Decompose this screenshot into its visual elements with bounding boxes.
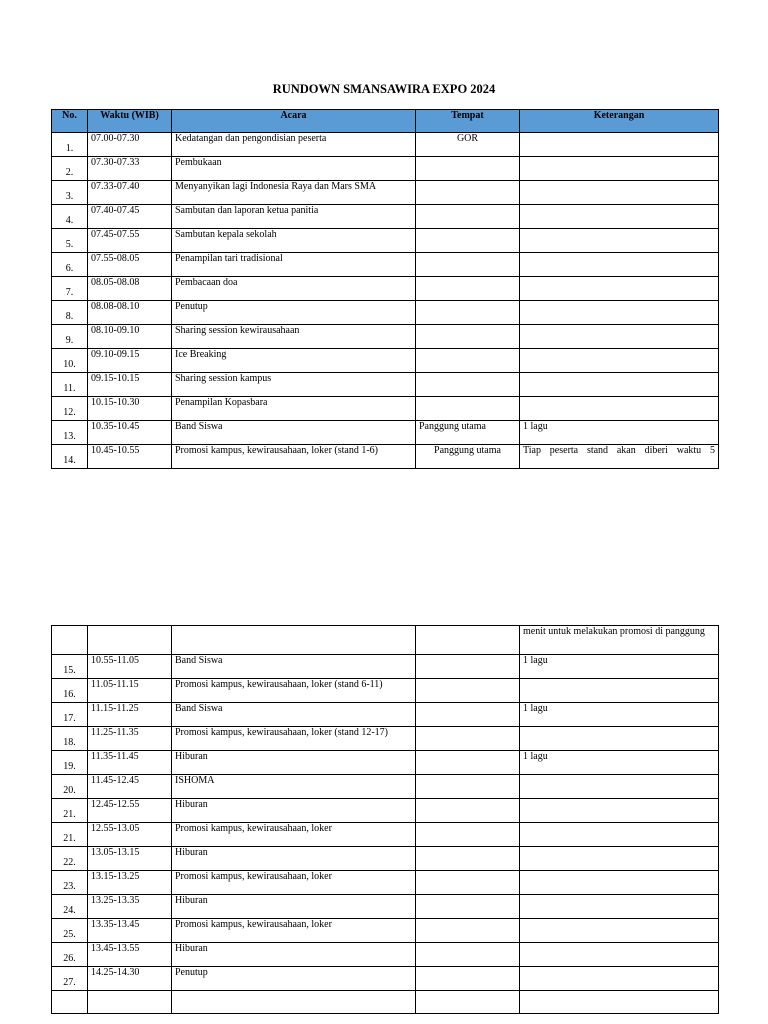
cell-acara: Promosi kampus, kewirausahaan, loker bbox=[172, 823, 416, 847]
cell-no: 23. bbox=[52, 871, 88, 895]
cell-waktu: 07.33-07.40 bbox=[88, 181, 172, 205]
table-row bbox=[52, 301, 719, 325]
table-row bbox=[52, 679, 719, 703]
cell-tempat bbox=[416, 301, 520, 325]
cell-no: 21. bbox=[52, 823, 88, 847]
document-title: RUNDOWN SMANSAWIRA EXPO 2024 bbox=[272, 82, 496, 96]
cell-acara: Sambutan kepala sekolah bbox=[172, 229, 416, 253]
cell-no: 5. bbox=[52, 229, 88, 253]
cell-keterangan bbox=[520, 823, 719, 847]
cell-waktu: 11.45-12.45 bbox=[88, 775, 172, 799]
cell-waktu: 08.08-08.10 bbox=[88, 301, 172, 325]
cell-keterangan bbox=[520, 991, 719, 1014]
cell-tempat bbox=[416, 919, 520, 943]
cell-waktu bbox=[88, 626, 172, 655]
cell-keterangan: 1 lagu bbox=[520, 751, 719, 775]
cell-tempat bbox=[416, 727, 520, 751]
cell-acara: Pembacaan doa bbox=[172, 277, 416, 301]
cell-no: 26. bbox=[52, 943, 88, 967]
cell-waktu: 07.30-07.33 bbox=[88, 157, 172, 181]
cell-no: 9. bbox=[52, 325, 88, 349]
cell-tempat bbox=[416, 799, 520, 823]
cell-keterangan bbox=[520, 349, 719, 373]
table-row bbox=[52, 229, 719, 253]
cell-acara: Promosi kampus, kewirausahaan, loker (stand 1-6) bbox=[172, 445, 416, 469]
cell-keterangan bbox=[520, 943, 719, 967]
cell-waktu: 07.55-08.05 bbox=[88, 253, 172, 277]
cell-tempat bbox=[416, 373, 520, 397]
cell-waktu: 13.25-13.35 bbox=[88, 895, 172, 919]
cell-no: 2. bbox=[52, 157, 88, 181]
cell-tempat bbox=[416, 943, 520, 967]
cell-tempat bbox=[416, 181, 520, 205]
cell-no: 10. bbox=[52, 349, 88, 373]
table-row bbox=[52, 919, 719, 943]
cell-keterangan bbox=[520, 325, 719, 349]
cell-acara: Hiburan bbox=[172, 943, 416, 967]
cell-acara: Hiburan bbox=[172, 751, 416, 775]
table-row-continuation bbox=[52, 626, 719, 655]
cell-keterangan: 1 lagu bbox=[520, 655, 719, 679]
cell-no: 18. bbox=[52, 727, 88, 751]
table-row bbox=[52, 445, 719, 469]
cell-keterangan bbox=[520, 727, 719, 751]
cell-keterangan bbox=[520, 133, 719, 157]
cell-acara bbox=[172, 991, 416, 1014]
cell-no: 24. bbox=[52, 895, 88, 919]
table-row bbox=[52, 847, 719, 871]
table-row bbox=[52, 133, 719, 157]
cell-keterangan bbox=[520, 373, 719, 397]
cell-waktu: 13.05-13.15 bbox=[88, 847, 172, 871]
table-row bbox=[52, 775, 719, 799]
cell-keterangan bbox=[520, 301, 719, 325]
cell-no: 25. bbox=[52, 919, 88, 943]
table-row bbox=[52, 727, 719, 751]
table-row bbox=[52, 943, 719, 967]
cell-waktu: 08.05-08.08 bbox=[88, 277, 172, 301]
cell-no: 7. bbox=[52, 277, 88, 301]
cell-no: 11. bbox=[52, 373, 88, 397]
cell-keterangan bbox=[520, 181, 719, 205]
cell-keterangan bbox=[520, 919, 719, 943]
cell-waktu: 09.15-10.15 bbox=[88, 373, 172, 397]
table-row bbox=[52, 277, 719, 301]
table-row bbox=[52, 895, 719, 919]
cell-tempat bbox=[416, 349, 520, 373]
table-row bbox=[52, 205, 719, 229]
cell-acara: Pembukaan bbox=[172, 157, 416, 181]
cell-acara: Kedatangan dan pengondisian peserta bbox=[172, 133, 416, 157]
cell-waktu: 10.35-10.45 bbox=[88, 421, 172, 445]
cell-acara: Penampilan Kopasbara bbox=[172, 397, 416, 421]
cell-keterangan bbox=[520, 847, 719, 871]
cell-tempat bbox=[416, 895, 520, 919]
cell-tempat bbox=[416, 871, 520, 895]
cell-acara: Hiburan bbox=[172, 847, 416, 871]
table-row bbox=[52, 655, 719, 679]
cell-keterangan bbox=[520, 397, 719, 421]
cell-acara: Penampilan tari tradisional bbox=[172, 253, 416, 277]
table-row bbox=[52, 181, 719, 205]
rundown-table-part-2 bbox=[51, 625, 719, 1014]
cell-acara: Sambutan dan laporan ketua panitia bbox=[172, 205, 416, 229]
cell-no: 17. bbox=[52, 703, 88, 727]
cell-waktu: 13.45-13.55 bbox=[88, 943, 172, 967]
cell-acara: Band Siswa bbox=[172, 655, 416, 679]
cell-tempat bbox=[416, 277, 520, 301]
header-acara: Acara bbox=[172, 110, 416, 133]
cell-waktu: 09.10-09.15 bbox=[88, 349, 172, 373]
cell-waktu: 07.00-07.30 bbox=[88, 133, 172, 157]
cell-keterangan bbox=[520, 277, 719, 301]
cell-waktu: 14.25-14.30 bbox=[88, 967, 172, 991]
cell-no: 6. bbox=[52, 253, 88, 277]
cell-keterangan bbox=[520, 157, 719, 181]
cell-no: 8. bbox=[52, 301, 88, 325]
cell-acara: Hiburan bbox=[172, 799, 416, 823]
cell-acara: Ice Breaking bbox=[172, 349, 416, 373]
cell-tempat bbox=[416, 253, 520, 277]
table-header-row bbox=[52, 110, 719, 133]
cell-no: 19. bbox=[52, 751, 88, 775]
cell-waktu: 10.55-11.05 bbox=[88, 655, 172, 679]
cell-waktu: 10.45-10.55 bbox=[88, 445, 172, 469]
cell-tempat bbox=[416, 823, 520, 847]
cell-tempat bbox=[416, 325, 520, 349]
cell-waktu: 11.15-11.25 bbox=[88, 703, 172, 727]
cell-waktu: 12.55-13.05 bbox=[88, 823, 172, 847]
cell-tempat bbox=[416, 847, 520, 871]
cell-no: 4. bbox=[52, 205, 88, 229]
cell-acara: ISHOMA bbox=[172, 775, 416, 799]
table-row bbox=[52, 967, 719, 991]
cell-tempat bbox=[416, 703, 520, 727]
cell-acara bbox=[172, 626, 416, 655]
cell-acara: Penutup bbox=[172, 301, 416, 325]
cell-acara: Sharing session kampus bbox=[172, 373, 416, 397]
header-no: No. bbox=[52, 110, 88, 133]
cell-no: 27. bbox=[52, 967, 88, 991]
table-row bbox=[52, 823, 719, 847]
cell-waktu: 10.15-10.30 bbox=[88, 397, 172, 421]
cell-keterangan: 1 lagu bbox=[520, 703, 719, 727]
cell-waktu: 13.35-13.45 bbox=[88, 919, 172, 943]
cell-waktu: 07.45-07.55 bbox=[88, 229, 172, 253]
table-row bbox=[52, 253, 719, 277]
cell-acara: Hiburan bbox=[172, 895, 416, 919]
header-tempat: Tempat bbox=[416, 110, 520, 133]
cell-tempat bbox=[416, 157, 520, 181]
cell-no: 21. bbox=[52, 799, 88, 823]
cell-acara: Promosi kampus, kewirausahaan, loker bbox=[172, 919, 416, 943]
cell-keterangan-continuation: menit untuk melakukan promosi di panggung bbox=[520, 626, 719, 655]
table-row bbox=[52, 751, 719, 775]
cell-no: 22. bbox=[52, 847, 88, 871]
cell-tempat: GOR bbox=[416, 133, 520, 157]
cell-tempat bbox=[416, 397, 520, 421]
cell-acara: Menyanyikan lagi Indonesia Raya dan Mars SMA bbox=[172, 181, 416, 205]
cell-acara: Band Siswa bbox=[172, 421, 416, 445]
cell-no: 12. bbox=[52, 397, 88, 421]
cell-waktu: 11.25-11.35 bbox=[88, 727, 172, 751]
cell-waktu: 08.10-09.10 bbox=[88, 325, 172, 349]
cell-acara: Promosi kampus, kewirausahaan, loker (stand 12-17) bbox=[172, 727, 416, 751]
table-row-empty bbox=[52, 991, 719, 1014]
table-row bbox=[52, 871, 719, 895]
table-row bbox=[52, 325, 719, 349]
cell-waktu: 13.15-13.25 bbox=[88, 871, 172, 895]
cell-tempat bbox=[416, 626, 520, 655]
cell-acara: Sharing session kewirausahaan bbox=[172, 325, 416, 349]
table-row bbox=[52, 799, 719, 823]
cell-no: 15. bbox=[52, 655, 88, 679]
cell-no: 13. bbox=[52, 421, 88, 445]
cell-tempat: Panggung utama bbox=[416, 445, 520, 469]
cell-waktu bbox=[88, 991, 172, 1014]
cell-waktu: 11.05-11.15 bbox=[88, 679, 172, 703]
cell-no: 16. bbox=[52, 679, 88, 703]
cell-waktu: 12.45-12.55 bbox=[88, 799, 172, 823]
cell-tempat bbox=[416, 751, 520, 775]
cell-keterangan bbox=[520, 967, 719, 991]
cell-keterangan bbox=[520, 895, 719, 919]
cell-no: 3. bbox=[52, 181, 88, 205]
cell-tempat bbox=[416, 775, 520, 799]
table-row bbox=[52, 157, 719, 181]
header-waktu: Waktu (WIB) bbox=[88, 110, 172, 133]
cell-tempat bbox=[416, 229, 520, 253]
cell-keterangan bbox=[520, 775, 719, 799]
cell-keterangan bbox=[520, 253, 719, 277]
cell-tempat bbox=[416, 679, 520, 703]
cell-acara: Band Siswa bbox=[172, 703, 416, 727]
cell-acara: Penutup bbox=[172, 967, 416, 991]
cell-tempat bbox=[416, 205, 520, 229]
rundown-table-part-1 bbox=[51, 109, 719, 469]
header-keterangan: Keterangan bbox=[520, 110, 719, 133]
cell-no: 20. bbox=[52, 775, 88, 799]
cell-waktu: 11.35-11.45 bbox=[88, 751, 172, 775]
cell-no: 14. bbox=[52, 445, 88, 469]
cell-no bbox=[52, 626, 88, 655]
cell-keterangan bbox=[520, 871, 719, 895]
cell-no: 1. bbox=[52, 133, 88, 157]
cell-tempat bbox=[416, 967, 520, 991]
cell-keterangan bbox=[520, 799, 719, 823]
table-row bbox=[52, 397, 719, 421]
cell-tempat bbox=[416, 991, 520, 1014]
cell-acara: Promosi kampus, kewirausahaan, loker bbox=[172, 871, 416, 895]
cell-keterangan: Tiap peserta stand akan diberi waktu 5 bbox=[520, 445, 719, 469]
cell-no bbox=[52, 991, 88, 1014]
cell-keterangan bbox=[520, 229, 719, 253]
table-row bbox=[52, 349, 719, 373]
table-row bbox=[52, 373, 719, 397]
table-row bbox=[52, 421, 719, 445]
cell-keterangan bbox=[520, 679, 719, 703]
cell-tempat bbox=[416, 655, 520, 679]
cell-acara: Promosi kampus, kewirausahaan, loker (stand 6-11) bbox=[172, 679, 416, 703]
cell-keterangan: 1 lagu bbox=[520, 421, 719, 445]
table-row bbox=[52, 703, 719, 727]
cell-keterangan bbox=[520, 205, 719, 229]
cell-waktu: 07.40-07.45 bbox=[88, 205, 172, 229]
cell-tempat: Panggung utama bbox=[416, 421, 520, 445]
